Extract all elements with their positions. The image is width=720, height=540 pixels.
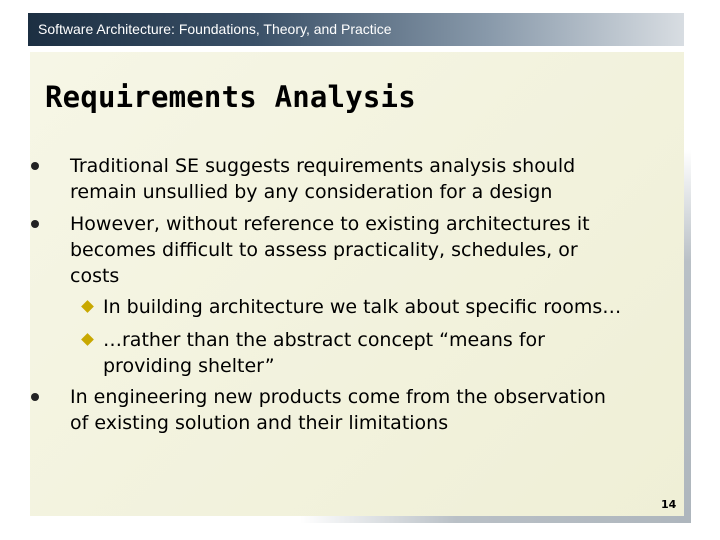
bullet-2-line-2: becomes difficult to assess practicality, schedules, or <box>70 239 578 261</box>
bullet-1-line-1: Traditional SE suggests requirements analysis should <box>70 155 576 177</box>
bullet-dot-icon <box>31 220 39 228</box>
sub-bullet-1-line-1: In building architecture we talk about specific rooms… <box>103 296 622 318</box>
bullet-2-line-3: costs <box>70 265 120 287</box>
bullet-2 <box>70 211 680 289</box>
bullet-3 <box>70 384 680 436</box>
bullet-1-line-2: remain unsullied by any consideration for a design <box>70 181 553 203</box>
sub-bullet-2-line-1: …rather than the abstract concept “means for <box>103 329 545 351</box>
header-bar <box>28 13 684 46</box>
bullet-1 <box>70 153 680 205</box>
bullet-2-line-1: However, without reference to existing architectures it <box>70 213 590 235</box>
sub-bullet-1 <box>103 294 683 320</box>
bullet-dot-icon <box>31 162 39 170</box>
sub-bullet-2-line-2: providing shelter” <box>103 355 275 377</box>
bullet-3-line-1: In engineering new products come from the observation <box>70 386 606 408</box>
page-number: 14 <box>661 498 677 511</box>
bullet-3-line-2: of existing solution and their limitations <box>70 412 449 434</box>
panel-shadow-right <box>684 150 691 523</box>
slide-title: Requirements Analysis <box>45 80 416 114</box>
header-title: Software Architecture: Foundations, Theory, and Practice <box>38 21 392 37</box>
panel-shadow-bottom <box>300 516 691 523</box>
sub-bullet-2 <box>103 327 683 379</box>
bullet-dot-icon <box>31 393 39 401</box>
